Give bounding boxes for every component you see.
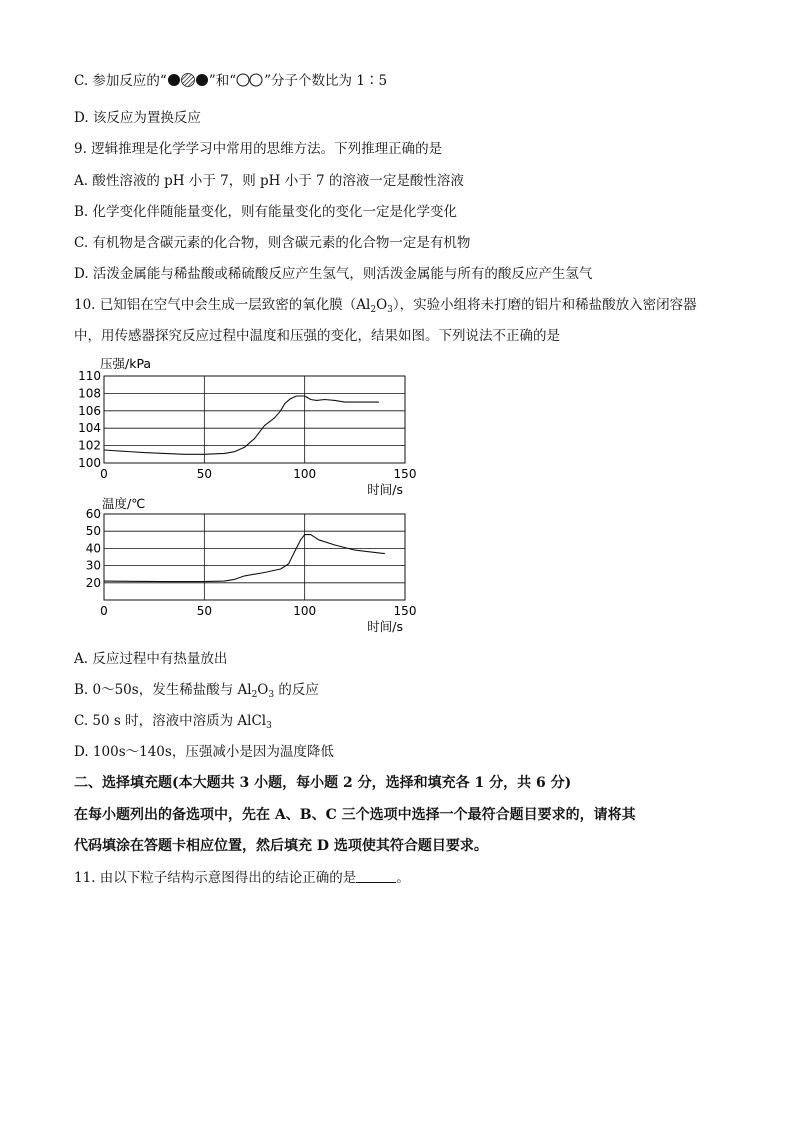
q10-option-c: C. 50 s 时，溶液中溶质为 AlCl$_3$ — [74, 713, 272, 731]
q10-option-b: B. 0～50s，发生稀盐酸与 $Al_2O_3$ 的反应 — [74, 682, 319, 700]
y-tick-label: 100 — [78, 456, 101, 470]
section2-instruction-1: 在每小题列出的备选项中，先在 A、B、C 三个选项中选择一个最符合题目要求的，请将其 — [74, 807, 636, 823]
answer-blank[interactable] — [356, 870, 396, 883]
y-tick-label: 30 — [85, 558, 101, 573]
q9-option-a: A. 酸性溶液的 pH 小于 7，则 pH 小于 7 的溶液一定是酸性溶液 — [74, 173, 464, 189]
y-axis-label: 压强/kPa — [100, 356, 152, 371]
x-tick-label: 100 — [293, 467, 317, 481]
x-tick-label: 150 — [393, 604, 417, 618]
y-tick-label: 50 — [85, 524, 101, 539]
y-axis-label: 温度/℃ — [102, 496, 146, 511]
q9-option-d: D. 活泼金属能与稀盐酸或稀硫酸反应产生氢气，则活泼金属能与所有的酸反应产生氢气 — [74, 266, 593, 282]
q10-option-d: D. 100s～140s，压强减小是因为温度降低 — [74, 744, 334, 760]
q10-stem-line2: 中，用传感器探究反应过程中温度和压强的变化，结果如图。下列说法不正确的是 — [74, 328, 560, 344]
x-axis-label: 时间/s — [367, 619, 403, 634]
plot-frame — [104, 514, 405, 600]
y-tick-label: 60 — [85, 507, 101, 521]
y-tick-label: 20 — [85, 575, 101, 590]
x-tick-label: 100 — [293, 604, 317, 618]
x-axis-label: 时间/s — [367, 482, 403, 497]
x-tick-label: 150 — [393, 467, 417, 481]
y-tick-label: 40 — [85, 541, 101, 556]
molecule-b-icon — [236, 73, 264, 87]
series-line — [104, 535, 385, 582]
q8-option-c: C. 参加反应的“ ”和“ ”分子个数比为 1∶5 — [74, 73, 388, 89]
section2-title: 二、选择填充题(本大题共 3 小题，每小题 2 分，选择和填充各 1 分，共 6 分) — [74, 775, 572, 791]
x-tick-label: 50 — [196, 604, 212, 618]
x-tick-label: 0 — [100, 467, 108, 481]
x-tick-label: 0 — [100, 604, 108, 618]
q10-stem-line1: 10. 已知铝在空气中会生成一层致密的氧化膜$(Al_2O_3)$，实验小组将未打磨的铝片和稀盐酸放入密闭容器 — [74, 297, 697, 315]
molecule-a-icon — [167, 73, 209, 87]
x-tick-label: 50 — [196, 467, 212, 481]
q9-stem: 9. 逻辑推理是化学学习中常用的思维方法。下列推理正确的是 — [74, 141, 443, 157]
q8-option-d: D. 该反应为置换反应 — [74, 110, 201, 126]
pressure-chart — [60, 352, 440, 497]
y-tick-label: 104 — [78, 421, 101, 436]
y-tick-label: 110 — [78, 369, 101, 383]
y-tick-label: 106 — [78, 403, 101, 418]
q11-stem: 11. 由以下粒子结构示意图得出的结论正确的是 。 — [74, 870, 410, 886]
section2-instruction-2: 代码填涂在答题卡相应位置，然后填充 D 选项使其符合题目要求。 — [74, 838, 488, 854]
q9-option-c: C. 有机物是含碳元素的化合物，则含碳元素的化合物一定是有机物 — [74, 235, 471, 251]
q10-option-a: A. 反应过程中有热量放出 — [74, 651, 228, 667]
y-tick-label: 102 — [78, 438, 101, 453]
y-tick-label: 108 — [78, 386, 101, 401]
temperature-chart — [60, 492, 440, 642]
plot-frame — [104, 376, 405, 463]
q9-option-b: B. 化学变化伴随能量变化，则有能量变化的变化一定是化学变化 — [74, 204, 458, 220]
